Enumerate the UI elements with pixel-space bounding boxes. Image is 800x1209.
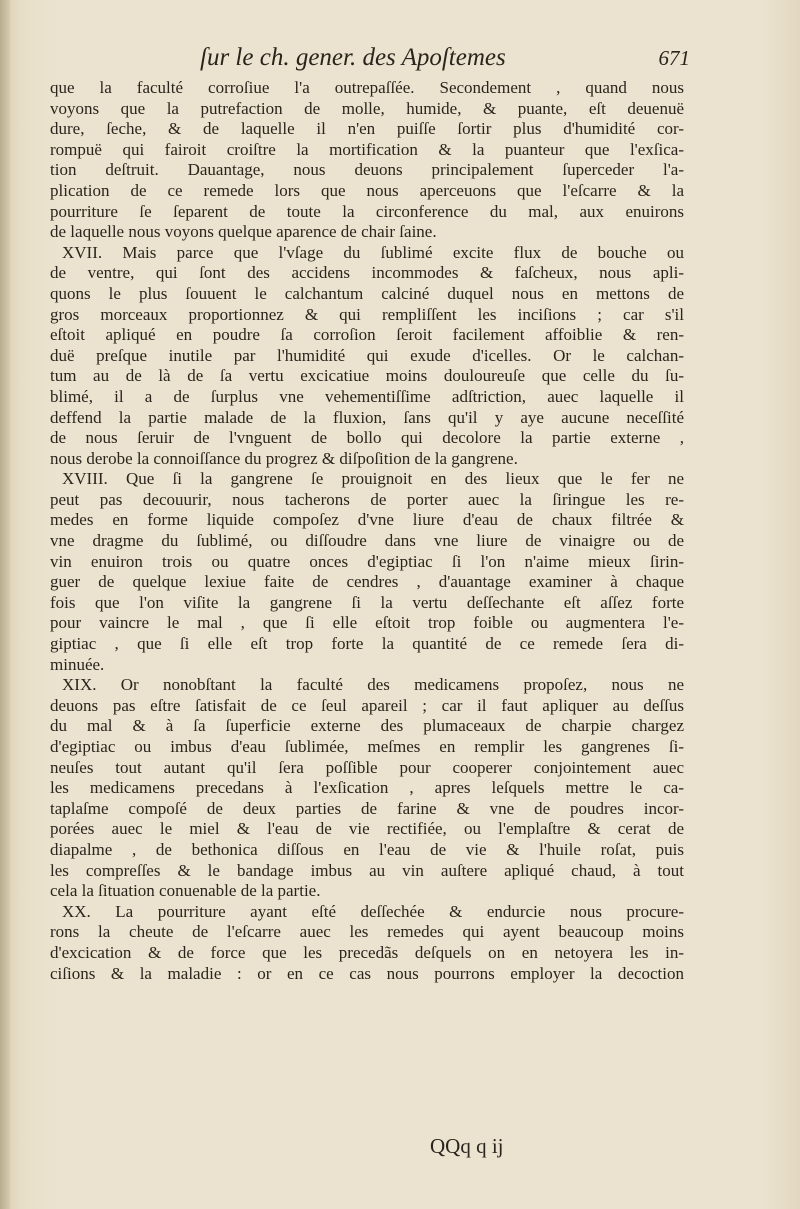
text-line: minuée. [50,654,105,674]
text-line: d'egiptiac ou imbus d'eau ſublimée, meſmes en remplir les gangrenes ſi- [50,737,684,756]
page-header [200,44,690,78]
text-line: rompuë qui fairoit croiſtre la mortification & la puanteur que l'exſica- [50,139,684,159]
text-line: neuſes tout autant qu'il ſera poſſible pour cooperer conjointement auec [50,757,684,777]
text-line: taplaſme compoſé de deux parties de farine & vne de poudres incor- [50,798,684,818]
text-line: quons le plus ſouuent le calchantum calciné duquel nous en mettons de [50,283,684,303]
text-line: que la faculté corroſiue l'a outrepaſſée. Secondement , quand nous [50,78,684,97]
text-line: duë preſque inutile par l'humidité qui exude d'icelles. Or le calchan- [50,345,684,365]
text-line: rons la cheute de l'eſcarre auec les remedes qui ayent beaucoup moins [50,922,684,942]
page-number: 671 [658,46,690,70]
text-line: medes en forme liquide compoſez d'vne liure d'eau de chaux filtrée & [50,510,684,530]
text-line: de nous ſeruir de l'vnguent de bollo qui decolore la partie externe , [50,428,684,448]
text-line: cela la ſituation conuenable de la partie. [50,881,321,901]
text-line: pour vaincre le mal , que ſi elle eſtoit trop foible ou augmentera l'e- [50,613,684,633]
text-line: peut pas decouurir, nous tacherons de porter auec la ſiringue les re- [50,489,684,509]
running-title: ſur le ch. gener. des Apoſtemes [200,44,506,71]
text-line: deuons pas eſtre ſatisfait de ce ſeul apareil ; car il faut apliquer au deſſus [50,695,684,715]
text-line: guer de quelque lexiue faite de cendres , d'auantage examiner à chaque [50,572,684,592]
text-line: XX. La pourriture ayant eſté deſſechée & endurcie nous procure- [62,901,684,921]
text-line: vin enuiron trois ou quatre onces d'egiptiac ſi l'on n'aime mieux ſirin- [50,551,684,571]
text-line: deffend la partie malade de la fluxion, ſans qu'il y aye aucune neceſſité [50,407,684,427]
text-line: dure, ſeche, & de laquelle il n'en puiſſe ſortir plus d'humidité cor- [50,119,684,139]
signature-mark: QQq q ij [430,1134,504,1158]
text-line: gros morceaux proportionnez & qui rempliſſent les inciſions ; car s'il [50,304,684,324]
text-line: plication de ce remede lors que nous aperceuons que l'eſcarre & la [50,180,684,200]
text-line: eſtoit apliqué en poudre ſa corroſion ſeroit facilement affoiblie & ren- [50,325,684,345]
text-line: de ventre, qui ſont des accidens incommodes & faſcheux, nous apli- [50,263,684,283]
text-body [50,78,684,984]
text-line: tum au de là de ſa vertu excicatiue moins douloureuſe que celle du ſu- [50,366,684,386]
text-line: les compreſſes & le bandage imbus au vin auſtere apliqué chaud, à tout [50,860,684,880]
text-line: ciſions & la maladie : or en ce cas nous pourrons employer la decoction [50,963,684,983]
text-line: fois que l'on viſite la gangrene ſi la vertu deſſechante eſt aſſez forte [50,592,684,612]
text-line: d'excication & de force que les precedãs deſquels on en netoyera les in- [50,942,684,962]
text-line: nous derobe la connoiſſance du progrez & diſpoſition de la gangrene. [50,448,518,468]
text-line: XVII. Mais parce que l'vſage du ſublimé excite flux de bouche ou [62,242,684,262]
text-line: blimé, il a de ſurplus vne vehementiſſime adſtriction, auec laquelle il [50,386,684,406]
binding-gutter [0,0,10,1209]
text-line: les medicamens precedans à l'exſication , apres leſquels mettre le ca- [50,778,684,798]
text-line: vne dragme du ſublimé, ou diſſoudre dans vne liure de vinaigre ou de [50,531,684,551]
text-line: tion deſtruit. Dauantage, nous deuons principalement ſuperceder l'a- [50,160,684,180]
text-line: voyons que la putrefaction de molle, humide, & puante, eſt deuenuë [50,98,684,118]
text-line: XVIII. Que ſi la gangrene ſe prouignoit en des lieux que le fer ne [62,469,684,489]
text-line: du mal & à ſa ſuperficie externe des plumaceaux de charpie chargez [50,716,684,736]
text-line: de laquelle nous voyons quelque aparence de chair ſaine. [50,222,437,242]
text-line: XIX. Or nonobſtant la faculté des medicamens propoſez, nous ne [62,675,684,695]
text-line: diapalme , de bethonica diſſous en l'eau de vie & l'huile roſat, puis [50,839,684,859]
text-line: giptiac , que ſi elle eſt trop forte la quantité de ce remede ſera di- [50,634,684,654]
text-line: porées auec le miel & l'eau de vie rectifiée, ou l'emplaſtre & cerat de [50,819,684,839]
text-line: pourriture ſe ſeparent de toute la circonference du mal, aux enuirons [50,201,684,221]
